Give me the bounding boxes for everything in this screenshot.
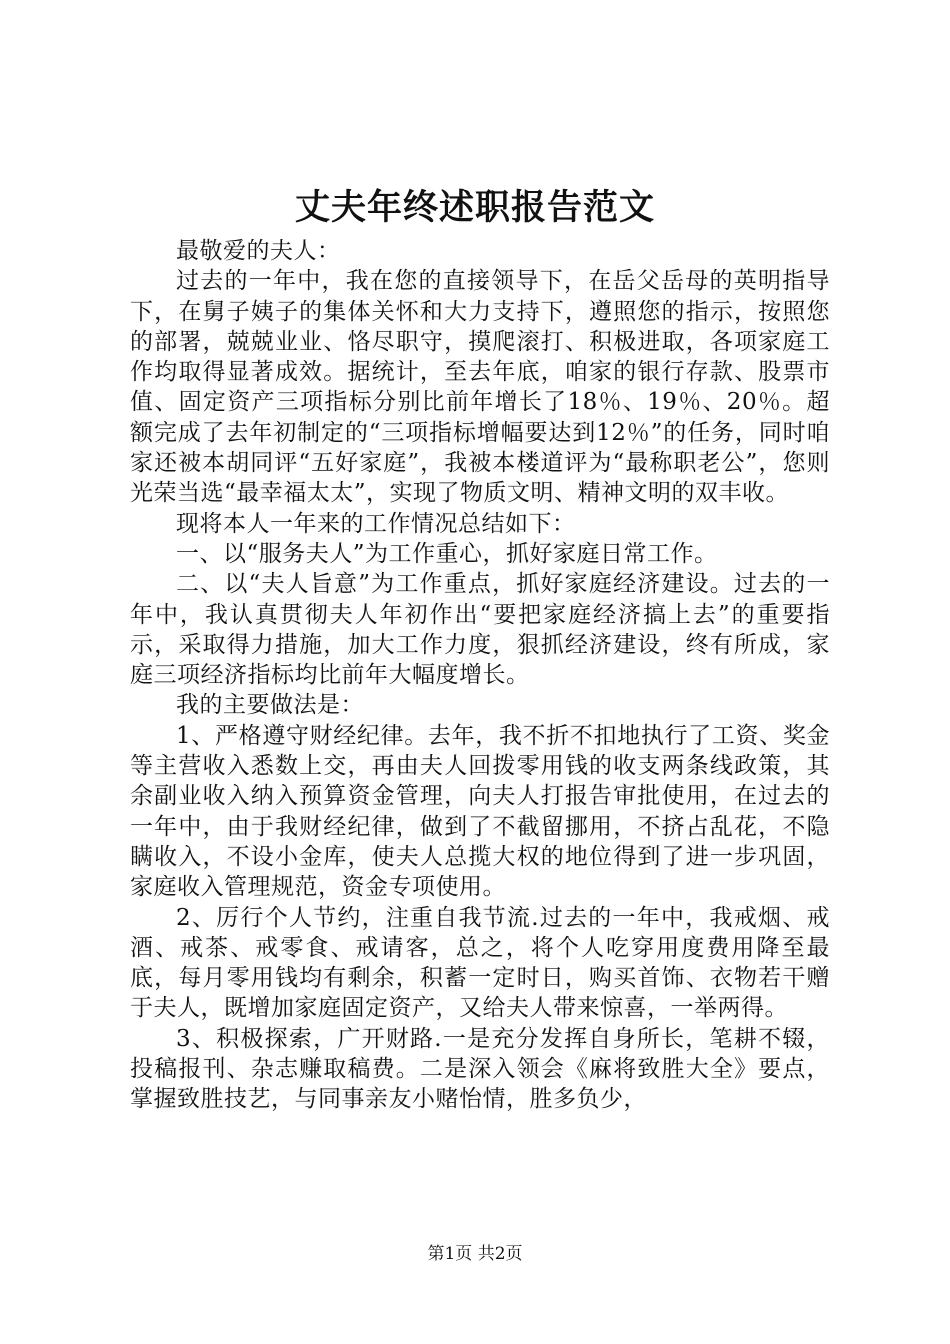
paragraph: 现将本人一年来的工作情况总结如下：: [176, 510, 576, 537]
paragraph: 过去的一年中，我在您的直接领导下，在岳父岳母的英明指导下，在舅子姨子的集体关怀和大力支持下，遵照您的指示，按照您的部署，兢兢业业、恪尽职守，摸爬滚打、积极进取，各项家庭工作均取得显著成效。据统计，至去年底，咱家的银行存款、股票市值、固定资产三项指标分别比前年增长了18％、19％、20％。超额完成了去年初制定的“三项指标增幅要达到12％”的任务，同时咱家还被本胡同评“五好家庭”，我被本楼道评为“最称职老公”，您则光荣当选“最幸福太太”，实现了物质文明、精神文明的双丰收。: [130, 268, 830, 507]
paragraph: 2、厉行个人节约，注重自我节流.过去的一年中，我戒烟、戒酒、戒茶、戒零食、戒请客，总之，将个人吃穿用度费用降至最底，每月零用钱均有剩余，积蓄一定时日，购买首饰、衣物若干赠于夫人，既增加家庭固定资产，又给夫人带来惊喜，一举两得。: [130, 904, 830, 1022]
salutation: 最敬爱的夫人：: [176, 238, 341, 264]
document-body: [130, 236, 830, 1115]
paragraph: 1、严格遵守财经纪律。去年，我不折不扣地执行了工资、奖金等主营收入悉数上交，再由夫人回拨零用钱的收支两条线政策，其余副业收入纳入预算资金管理，向夫人打报告审批使用，在过去的一年中，由于我财经纪律，做到了不截留挪用，不挤占乱花，不隐瞒收入，不设小金库，使夫人总揽大权的地位得到了进一步巩固，家庭收入管理规范，资金专项使用。: [130, 722, 830, 901]
paragraph: 我的主要做法是：: [176, 692, 364, 719]
page-number: 第1页 共2页: [427, 1244, 523, 1264]
paragraph: 3、积极探索，广开财路.一是充分发挥自身所长，笔耕不辍，投稿报刊、杂志赚取稿费。二是深入领会《麻将致胜大全》要点，掌握致胜技艺，与同事亲友小赌怡情，胜多负少，: [130, 1025, 830, 1113]
section-heading: 一、以“服务夫人”为工作重心，抓好家庭日常工作。: [176, 540, 718, 567]
document-title: 丈夫年终述职报告范文: [294, 187, 655, 228]
section-heading: 二、以“夫人旨意”为工作重点，抓好家庭经济建设。过去的一年中，我认真贯彻夫人年初作出“要把家庭经济搞上去”的重要指示，采取得力措施，加大工作力度，狠抓经济建设，终有所成，家庭三项经济指标均比前年大幅度增长。: [130, 571, 830, 689]
